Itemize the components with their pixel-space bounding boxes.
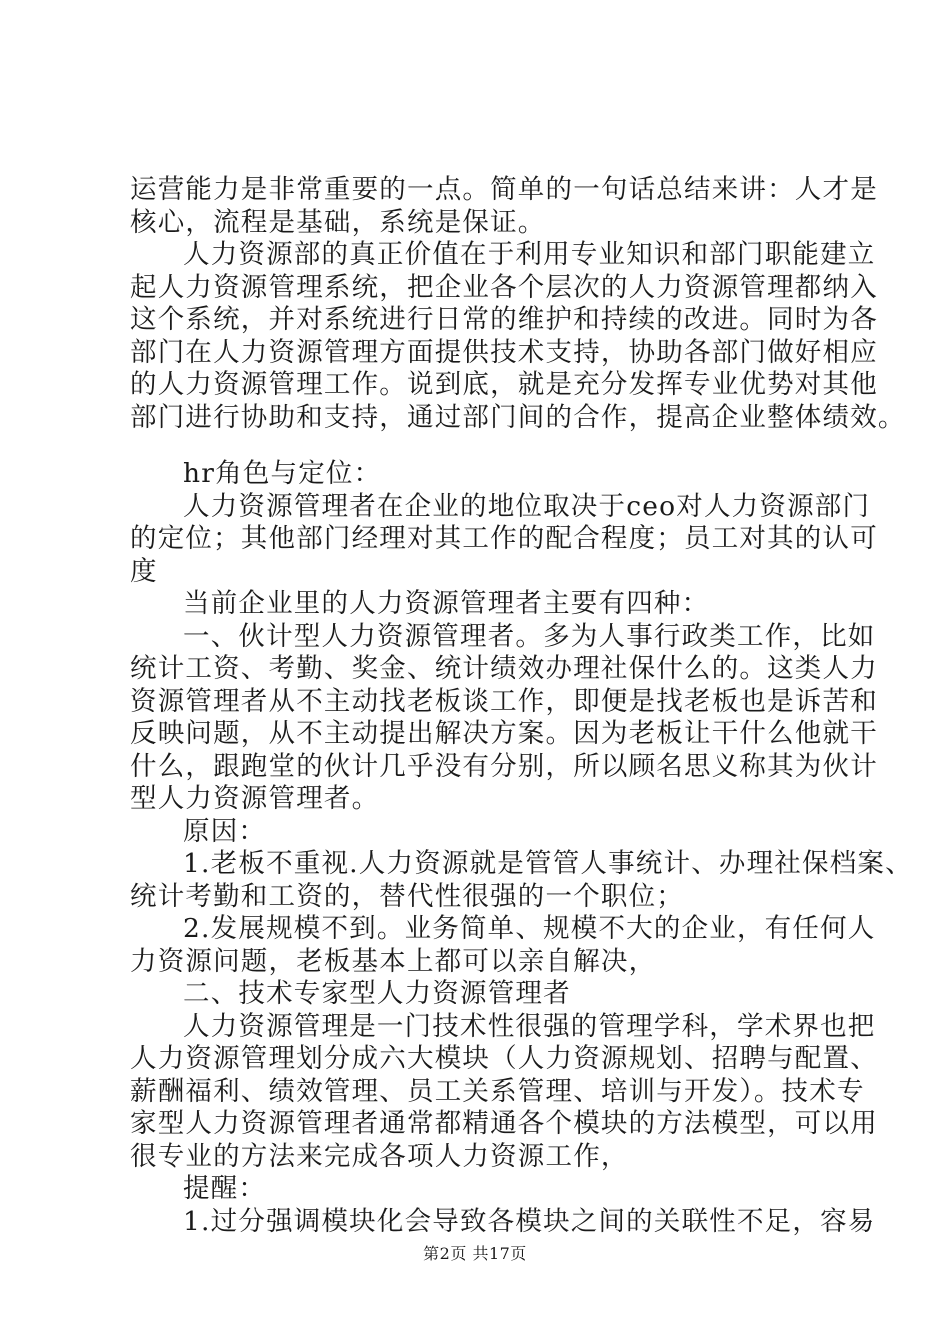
text-line: 资源管理者从不主动找老板谈工作，即便是找老板也是诉苦和 <box>130 685 878 717</box>
text-line: 提醒： <box>183 1173 267 1204</box>
text-line: 原因： <box>183 815 267 847</box>
text-line: 人力资源管理是一门技术性很强的管理学科，学术界也把 <box>183 1010 876 1042</box>
page-footer: 第2页 共17页 <box>423 1244 527 1263</box>
body-text <box>130 174 913 1238</box>
text-line: 很专业的方法来完成各项人力资源工作， <box>130 1140 629 1172</box>
text-line: 人力资源管理者在企业的地位取决于ceo对人力资源部门 <box>183 490 871 522</box>
text-line: 反映问题，从不主动提出解决方案。因为老板让干什么他就干 <box>130 718 878 749</box>
text-line: 度 <box>130 555 158 587</box>
text-line: 运营能力是非常重要的一点。简单的一句话总结来讲：人才是 <box>130 174 878 205</box>
text-line: 家型人力资源管理者通常都精通各个模块的方法模型，可以用 <box>130 1108 878 1139</box>
text-line: 的定位；其他部门经理对其工作的配合程度；员工对其的认可 <box>130 523 878 554</box>
text-line: 人力资源部的真正价值在于利用专业知识和部门职能建立 <box>183 239 876 270</box>
text-line: 型人力资源管理者。 <box>130 783 380 814</box>
text-line: 统计工资、考勤、奖金、统计绩效办理社保什么的。这类人力 <box>130 653 878 684</box>
text-line: 1.过分强调模块化会导致各模块之间的关联性不足，容易 <box>183 1205 876 1237</box>
text-line: 这个系统，并对系统进行日常的维护和持续的改进。同时为各 <box>130 304 878 335</box>
text-line: 起人力资源管理系统，把企业各个层次的人力资源管理都纳入 <box>130 271 878 303</box>
text-line: 2.发展规模不到。业务简单、规模不大的企业，有任何人 <box>183 913 876 944</box>
text-line: 一、伙计型人力资源管理者。多为人事行政类工作，比如 <box>183 620 876 652</box>
text-line: 部门进行协助和支持，通过部门间的合作，提高企业整体绩效。 <box>130 401 906 433</box>
text-line: hr角色与定位： <box>183 458 382 489</box>
text-line: 1.老板不重视.人力资源就是管管人事统计、办理社保档案、 <box>183 848 913 879</box>
text-line: 力资源问题，老板基本上都可以亲自解决， <box>130 945 657 977</box>
paragraph-group-2 <box>130 458 913 1238</box>
paragraph-spacer <box>130 434 835 458</box>
text-line: 人力资源管理划分成六大模块（人力资源规划、招聘与配置、 <box>130 1043 878 1074</box>
paragraph-group-1 <box>130 174 906 434</box>
text-line: 统计考勤和工资的，替代性很强的一个职位； <box>130 880 684 912</box>
text-line: 核心，流程是基础，系统是保证。 <box>130 206 546 238</box>
text-line: 薪酬福利、绩效管理、员工关系管理、培训与开发）。技术专 <box>130 1075 865 1107</box>
text-line: 二、技术专家型人力资源管理者 <box>183 978 571 1009</box>
text-line: 当前企业里的人力资源管理者主要有四种： <box>183 588 710 619</box>
text-line: 什么，跟跑堂的伙计几乎没有分别，所以顾名思义称其为伙计 <box>130 750 878 782</box>
text-line: 的人力资源管理工作。说到底，就是充分发挥专业优势对其他 <box>130 369 878 400</box>
text-line: 部门在人力资源管理方面提供技术支持，协助各部门做好相应 <box>130 336 878 368</box>
